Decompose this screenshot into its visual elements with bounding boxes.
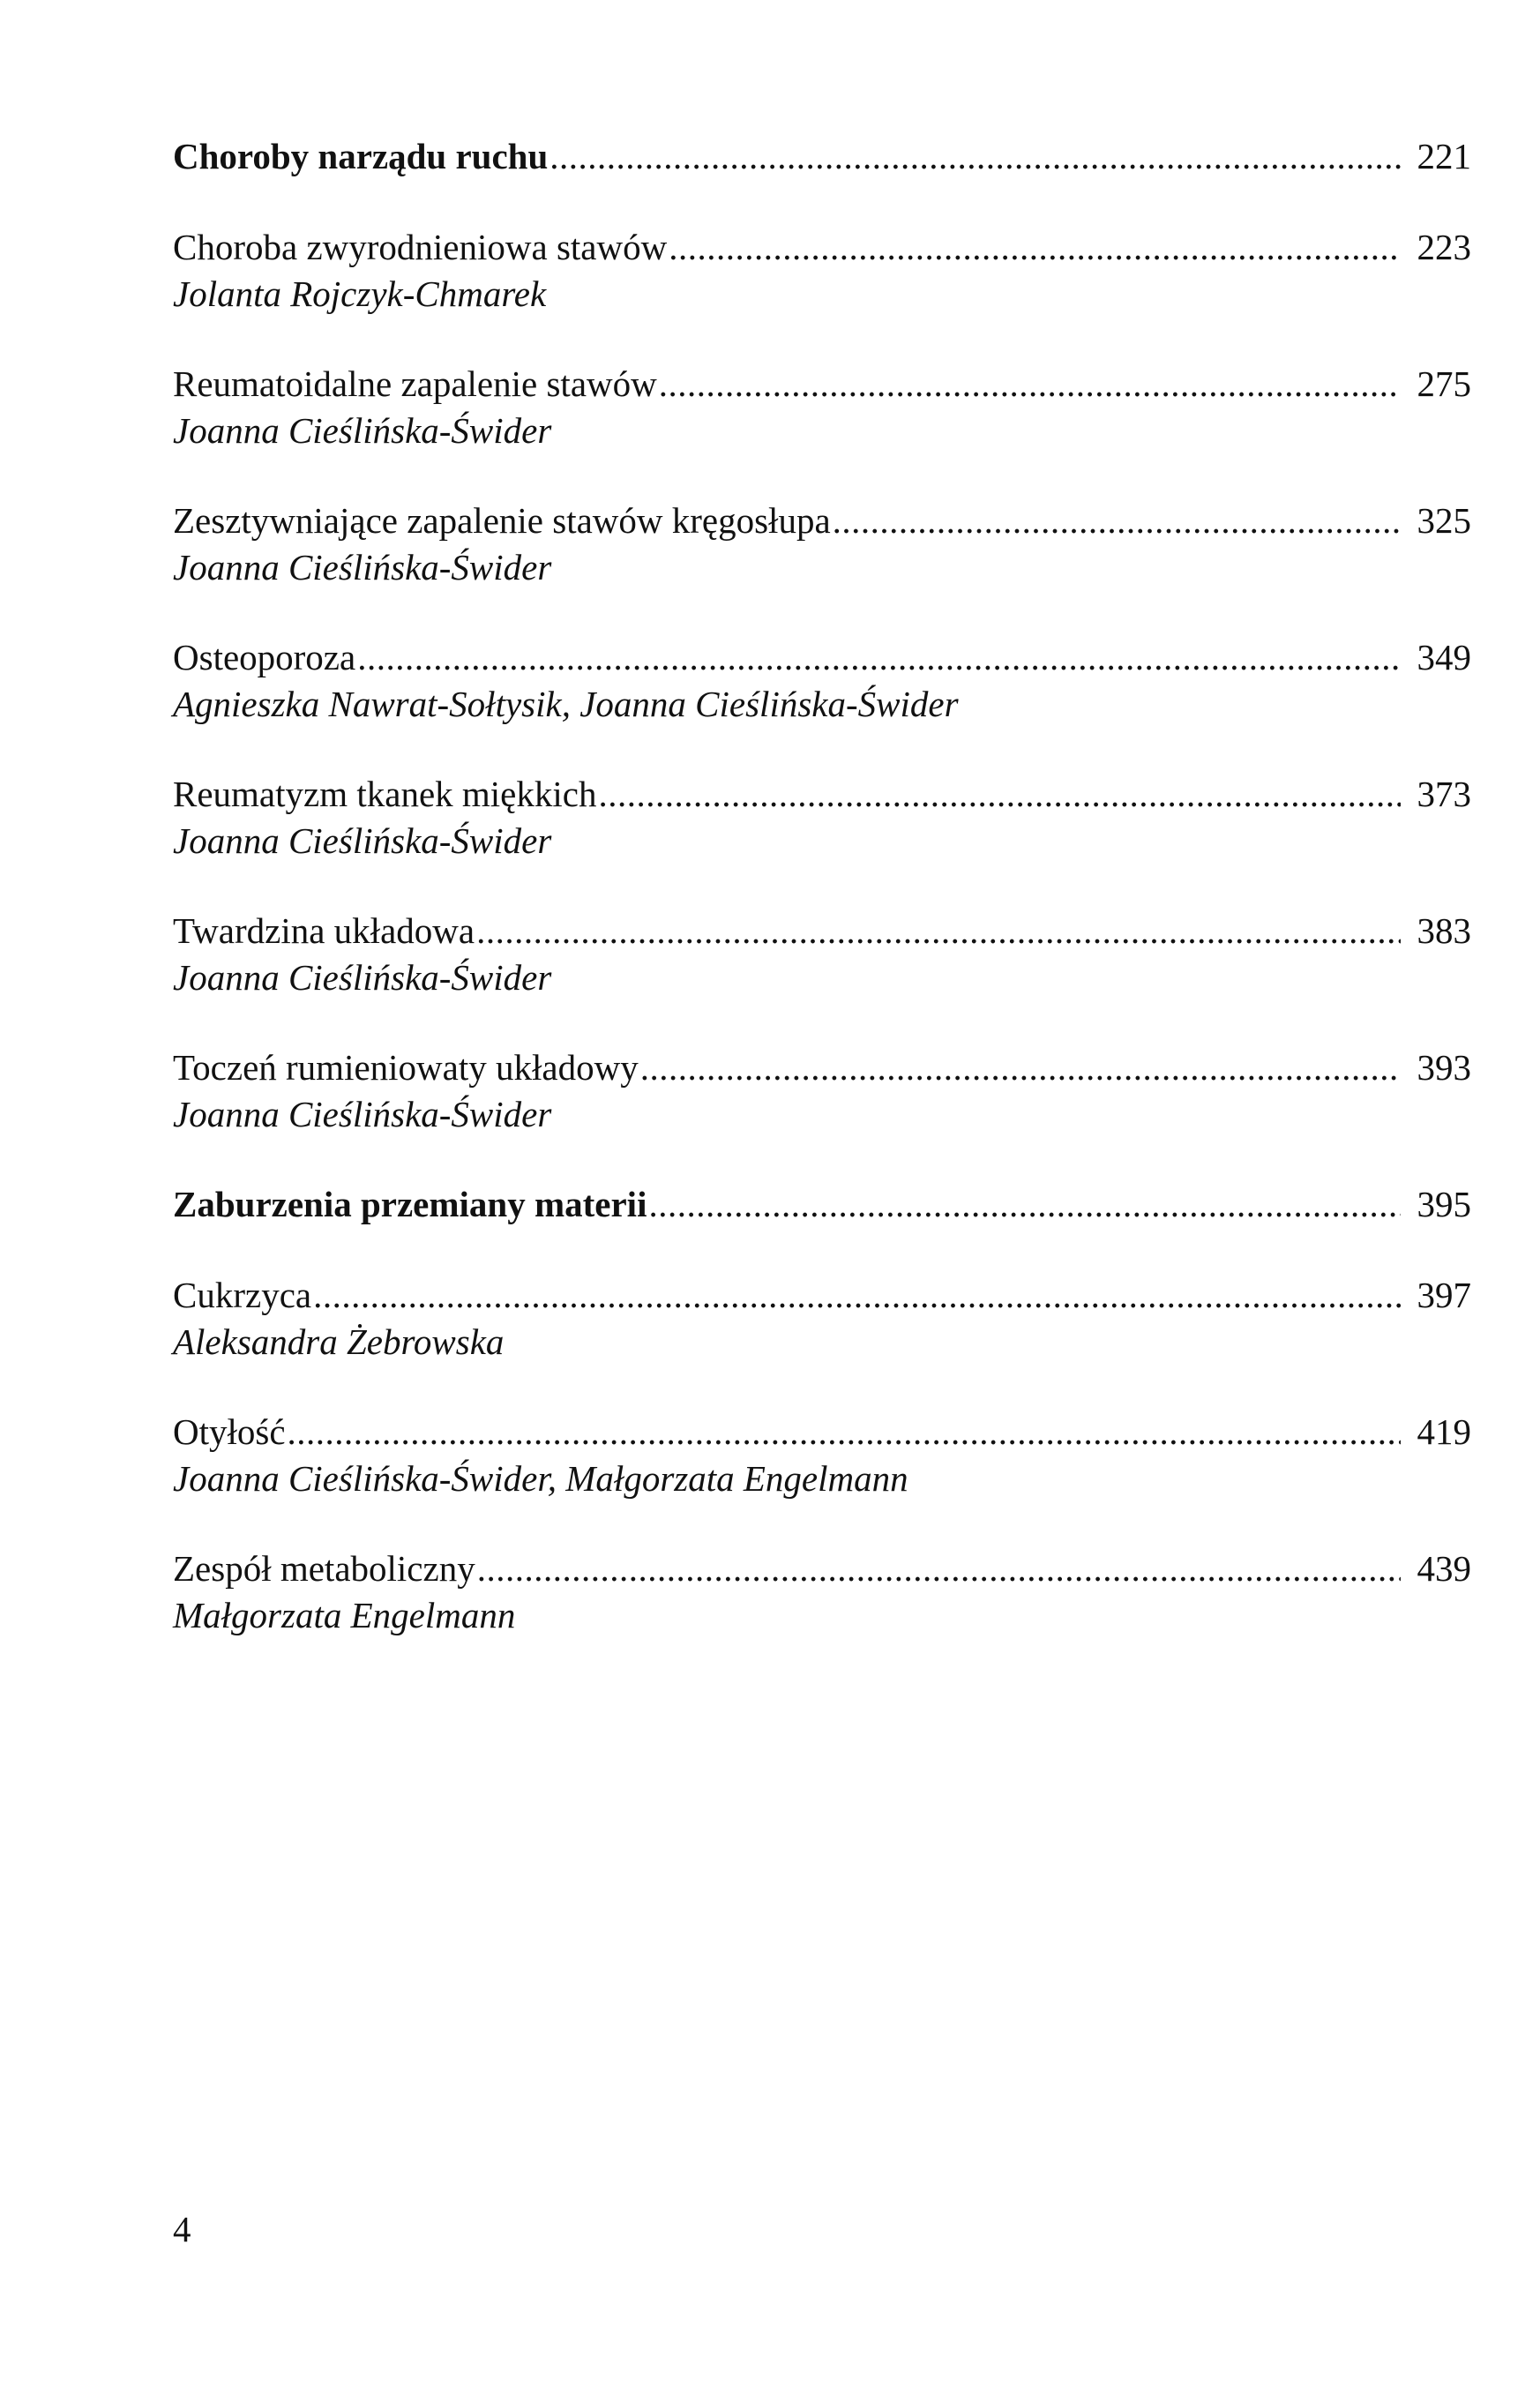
entry-title: Zespół metaboliczny bbox=[173, 1548, 475, 1589]
toc-entry-row bbox=[173, 633, 1471, 681]
toc-entry bbox=[173, 223, 1471, 317]
entry-page-number: 221 bbox=[1417, 136, 1471, 176]
toc-entry bbox=[173, 1408, 1471, 1501]
entry-page-number: 373 bbox=[1417, 774, 1471, 814]
toc-section-entry bbox=[173, 132, 1471, 180]
entry-page-number: 349 bbox=[1417, 637, 1471, 677]
dot-leader bbox=[357, 633, 1401, 681]
entry-author: Agnieszka Nawrat-Sołtysik, Joanna Cieślińska-Świder bbox=[173, 684, 959, 724]
dot-leader bbox=[669, 223, 1401, 271]
entry-title: Choroba zwyrodnieniowa stawów bbox=[173, 227, 668, 267]
toc-section-entry bbox=[173, 1180, 1471, 1228]
toc-entry bbox=[173, 360, 1471, 453]
toc-entry bbox=[173, 907, 1471, 1000]
entry-title: Choroby narządu ruchu bbox=[173, 136, 549, 176]
dot-leader bbox=[648, 1180, 1401, 1228]
toc-entry-row bbox=[173, 1408, 1471, 1455]
entry-title: Twardzina układowa bbox=[173, 910, 475, 951]
entry-title: Zaburzenia przemiany materii bbox=[173, 1184, 647, 1224]
entry-title: Osteoporoza bbox=[173, 637, 356, 677]
entry-title: Cukrzyca bbox=[173, 1275, 312, 1315]
toc-entry-row bbox=[173, 1180, 1471, 1228]
toc-entry bbox=[173, 1545, 1471, 1638]
dot-leader bbox=[598, 770, 1401, 818]
entry-title: Otyłość bbox=[173, 1411, 286, 1452]
entry-author: Joanna Cieślińska-Świder bbox=[173, 410, 552, 451]
toc-entry bbox=[173, 770, 1471, 864]
table-of-contents bbox=[173, 132, 1471, 1638]
toc-entry-row bbox=[173, 132, 1471, 180]
entry-author: Jolanta Rojczyk-Chmarek bbox=[173, 273, 547, 314]
entry-title: Zesztywniające zapalenie stawów kręgosłupa bbox=[173, 500, 831, 541]
entry-author: Małgorzata Engelmann bbox=[173, 1595, 516, 1635]
entry-page-number: 397 bbox=[1417, 1275, 1471, 1315]
entry-author: Joanna Cieślińska-Świder bbox=[173, 957, 552, 998]
entry-page-number: 439 bbox=[1417, 1548, 1471, 1589]
toc-entry-row bbox=[173, 907, 1471, 954]
dot-leader bbox=[640, 1044, 1401, 1091]
toc-entry bbox=[173, 497, 1471, 590]
page-number: 4 bbox=[173, 2209, 191, 2249]
entry-title: Reumatoidalne zapalenie stawów bbox=[173, 363, 657, 404]
entry-page-number: 275 bbox=[1417, 363, 1471, 404]
entry-author: Joanna Cieślińska-Świder bbox=[173, 547, 552, 587]
entry-title: Toczeń rumieniowaty układowy bbox=[173, 1047, 639, 1088]
entry-author: Joanna Cieślińska-Świder, Małgorzata Engelmann bbox=[173, 1458, 908, 1499]
dot-leader bbox=[313, 1271, 1401, 1319]
entry-page-number: 325 bbox=[1417, 500, 1471, 541]
dot-leader bbox=[477, 1545, 1401, 1592]
toc-entry-row bbox=[173, 1044, 1471, 1091]
toc-entry-row bbox=[173, 223, 1471, 271]
toc-entry-row bbox=[173, 1545, 1471, 1592]
dot-leader bbox=[288, 1408, 1401, 1455]
entry-author: Joanna Cieślińska-Świder bbox=[173, 1094, 552, 1134]
toc-entry-row bbox=[173, 770, 1471, 818]
toc-entry-row bbox=[173, 497, 1471, 544]
entry-page-number: 223 bbox=[1417, 227, 1471, 267]
dot-leader bbox=[659, 360, 1401, 408]
entry-page-number: 395 bbox=[1417, 1184, 1471, 1224]
toc-entry-row bbox=[173, 360, 1471, 408]
toc-entry-row bbox=[173, 1271, 1471, 1319]
toc-entry bbox=[173, 1271, 1471, 1365]
entry-author: Joanna Cieślińska-Świder bbox=[173, 820, 552, 861]
entry-page-number: 383 bbox=[1417, 910, 1471, 951]
dot-leader bbox=[549, 132, 1401, 180]
entry-page-number: 419 bbox=[1417, 1411, 1471, 1452]
entry-title: Reumatyzm tkanek miękkich bbox=[173, 774, 597, 814]
toc-entry bbox=[173, 633, 1471, 727]
entry-author: Aleksandra Żebrowska bbox=[173, 1321, 505, 1362]
toc-entry bbox=[173, 1044, 1471, 1137]
entry-page-number: 393 bbox=[1417, 1047, 1471, 1088]
dot-leader bbox=[476, 907, 1401, 954]
dot-leader bbox=[833, 497, 1401, 544]
